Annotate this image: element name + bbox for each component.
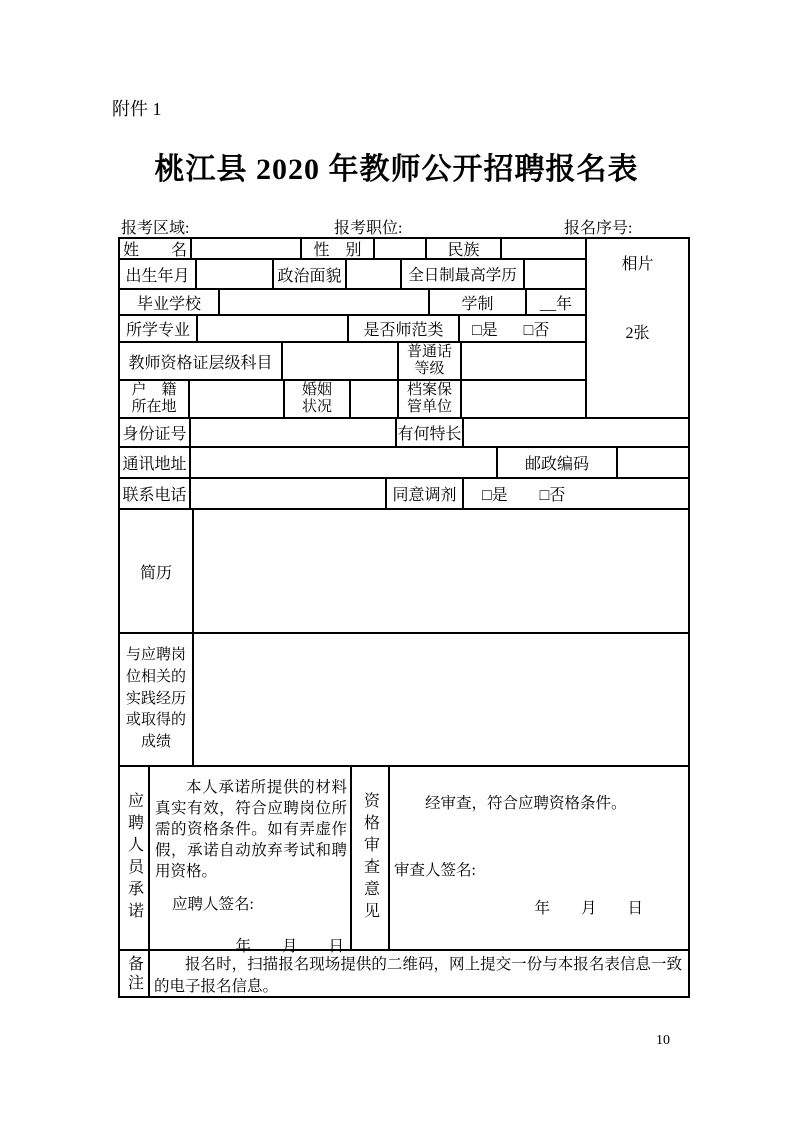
top-left-rows	[120, 239, 585, 417]
phone-label: 联系电话	[120, 479, 191, 508]
resume-value-cell	[194, 510, 688, 632]
row-resume	[120, 510, 688, 634]
specialty-value-cell	[464, 419, 688, 446]
marital-value-cell	[351, 381, 399, 417]
transfer-yes-checkbox: □是	[482, 487, 508, 504]
mandarin-level-label: 普通话 等级	[399, 343, 462, 379]
review-date-line: 年 月 日	[534, 900, 643, 917]
meta-row	[0, 215, 793, 237]
photo-cell	[585, 239, 688, 417]
fulltime-degree-label: 全日制最高学历	[402, 260, 525, 288]
residence-label: 户 籍 所在地	[120, 381, 190, 417]
position-label: 报考职位:	[334, 220, 403, 237]
remark-text: 报名时，扫描报名现场提供的二维码，网上提交一份与本报名表信息一致的电子报名信息。	[154, 956, 682, 996]
political-value-cell	[347, 260, 402, 288]
address-value-cell	[191, 448, 498, 477]
review-text: 经审查，符合应聘资格条件。	[425, 795, 627, 812]
row-residence	[120, 381, 585, 417]
resume-label: 简历	[120, 510, 194, 632]
normal-major-options	[460, 316, 585, 341]
promise-date-line: 年 月 日	[235, 938, 344, 955]
row-teacher-cert	[120, 343, 585, 381]
row-promise-review	[120, 767, 688, 955]
mandarin-level-value-cell	[462, 343, 585, 379]
review-cell	[390, 767, 688, 949]
attachment-label: 附件 1	[112, 99, 162, 119]
teacher-cert-label: 教师资格证层级科目	[120, 343, 283, 379]
schooling-years-label: 学制	[430, 290, 527, 314]
registration-form-table	[118, 237, 690, 998]
postcode-label: 邮政编码	[498, 448, 618, 477]
row-experience	[120, 634, 688, 767]
archive-unit-label: 档案保 管单位	[399, 381, 462, 417]
serial-label: 报名序号:	[564, 220, 633, 237]
address-label: 通讯地址	[120, 448, 191, 477]
remark-label-cell	[120, 951, 150, 996]
region-label: 报考区域:	[121, 220, 190, 237]
reviewer-sign-label: 审查人签名:	[394, 862, 476, 879]
transfer-label: 同意调剂	[387, 479, 464, 508]
marital-label: 婚姻 状况	[285, 381, 351, 417]
normal-major-label: 是否师范类	[349, 316, 460, 341]
gender-value-cell	[375, 239, 427, 258]
transfer-options	[464, 479, 688, 508]
top-section	[120, 239, 688, 419]
schooling-years-value: __年	[539, 295, 572, 313]
phone-value-cell	[191, 479, 387, 508]
row-address	[120, 448, 688, 479]
promise-cell	[150, 767, 352, 955]
ethnicity-label: 民族	[427, 239, 502, 258]
qualification-review-label: 资格审查意见	[361, 792, 379, 924]
row-major	[120, 316, 585, 343]
qualification-review-label-cell	[352, 767, 390, 949]
photo-label: 相片	[621, 256, 654, 273]
applicant-promise-label-cell	[120, 767, 150, 949]
residence-value-cell	[190, 381, 285, 417]
row-name	[120, 239, 585, 260]
name-label: 姓 名	[120, 239, 192, 258]
row-id-number	[120, 419, 688, 448]
row-birth	[120, 260, 585, 290]
applicant-sign-label: 应聘人签名:	[172, 896, 254, 913]
page-number: 10	[656, 1033, 670, 1048]
archive-unit-value-cell	[462, 381, 585, 417]
birth-value-cell	[197, 260, 274, 288]
ethnicity-value-cell	[502, 239, 585, 258]
major-label: 所学专业	[120, 316, 198, 341]
id-number-label: 身份证号	[120, 419, 191, 446]
teacher-cert-value-cell	[283, 343, 399, 379]
normal-no-checkbox: □否	[523, 322, 550, 339]
row-school	[120, 290, 585, 316]
postcode-value-cell	[618, 448, 688, 477]
birth-label: 出生年月	[120, 260, 197, 288]
id-number-value-cell	[191, 419, 397, 446]
school-label: 毕业学校	[120, 290, 220, 314]
political-label: 政治面貌	[274, 260, 347, 288]
normal-yes-checkbox: □是	[472, 322, 498, 339]
page-title: 桃江县 2020 年教师公开招聘报名表	[154, 153, 639, 186]
promise-text: 本人承诺所提供的材料真实有效，符合应聘岗位所需的资格条件。如有弄虚作假，承诺自动放弃考试和聘用资格。	[155, 779, 347, 880]
experience-label: 与应聘岗位相关的实践经历或取得的成绩	[120, 634, 194, 765]
fulltime-degree-value-cell	[525, 260, 585, 288]
remark-label: 备注	[125, 954, 143, 993]
photo-count-label: 2张	[625, 325, 650, 342]
row-remark	[120, 951, 688, 996]
gender-label: 性 别	[302, 239, 375, 258]
specialty-label: 有何特长	[397, 419, 464, 446]
major-value-cell	[198, 316, 349, 341]
row-phone	[120, 479, 688, 510]
school-value-cell	[220, 290, 430, 314]
applicant-promise-label: 应聘人员承诺	[125, 792, 143, 924]
experience-value-cell	[194, 634, 688, 765]
transfer-no-checkbox: □否	[539, 487, 566, 504]
name-value-cell	[192, 239, 302, 258]
